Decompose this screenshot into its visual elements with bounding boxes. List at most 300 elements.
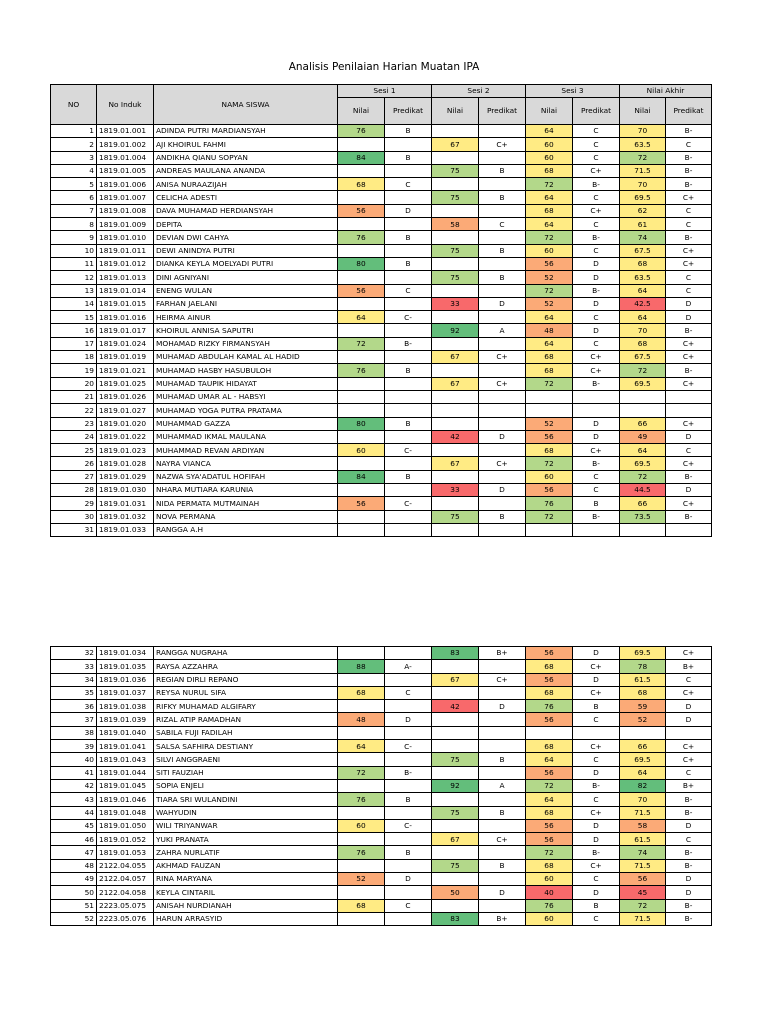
row-no-cell: 4: [51, 164, 97, 177]
sub-header-predikat: Predikat: [385, 98, 432, 125]
student-id-cell: 1819.01.025: [97, 377, 154, 390]
sesi2-predikat-cell: D: [479, 430, 526, 443]
table-row: [51, 753, 712, 766]
sesi3-predikat-cell: C+: [573, 204, 620, 217]
sesi3-predikat-cell: B: [573, 700, 620, 713]
student-id-cell: 1819.01.004: [97, 151, 154, 164]
sesi2-nilai-cell: [432, 364, 479, 377]
student-name-cell: CELICHA ADESTI: [154, 191, 338, 204]
student-name-cell: REGIAN DIRLI REPANO: [154, 673, 338, 686]
sesi2-nilai-cell: [432, 337, 479, 350]
sesi3-predikat-cell: B-: [573, 457, 620, 470]
col-header-nilai-akhir: Nilai Akhir: [620, 85, 712, 98]
student-name-cell: NAZWA SYA'ADATUL HOFIFAH: [154, 470, 338, 483]
row-no-cell: 27: [51, 470, 97, 483]
sesi2-nilai-cell: 50: [432, 886, 479, 899]
akhir-nilai-cell: 44.5: [620, 484, 666, 497]
student-id-cell: 1819.01.036: [97, 673, 154, 686]
akhir-predikat-cell: B-: [666, 125, 712, 138]
akhir-nilai-cell: 72: [620, 899, 666, 912]
akhir-predikat-cell: B+: [666, 779, 712, 792]
akhir-predikat-cell: C: [666, 204, 712, 217]
sesi2-nilai-cell: [432, 257, 479, 270]
student-id-cell: 1819.01.009: [97, 218, 154, 231]
akhir-predikat-cell: C+: [666, 686, 712, 699]
sesi1-predikat-cell: [385, 673, 432, 686]
sesi2-predikat-cell: D: [479, 886, 526, 899]
student-id-cell: 1819.01.015: [97, 297, 154, 310]
student-id-cell: 1819.01.006: [97, 178, 154, 191]
student-name-cell: NAYRA VIANCA: [154, 457, 338, 470]
sesi1-nilai-cell: [338, 377, 385, 390]
sesi3-predikat-cell: C+: [573, 686, 620, 699]
sesi3-nilai-cell: 68: [526, 351, 573, 364]
akhir-nilai-cell: 78: [620, 660, 666, 673]
sesi1-nilai-cell: 76: [338, 125, 385, 138]
sesi2-nilai-cell: 67: [432, 673, 479, 686]
sesi3-nilai-cell: 72: [526, 284, 573, 297]
student-name-cell: SILVI ANGGRAENI: [154, 753, 338, 766]
akhir-predikat-cell: C+: [666, 753, 712, 766]
sesi2-nilai-cell: [432, 231, 479, 244]
sesi1-predikat-cell: D: [385, 873, 432, 886]
akhir-nilai-cell: 70: [620, 793, 666, 806]
sesi3-nilai-cell: 64: [526, 125, 573, 138]
table-row: [51, 833, 712, 846]
sesi2-nilai-cell: 33: [432, 484, 479, 497]
sesi2-predikat-cell: D: [479, 484, 526, 497]
student-id-cell: 1819.01.027: [97, 404, 154, 417]
table-row: [51, 138, 712, 151]
sesi3-nilai-cell: 56: [526, 713, 573, 726]
sesi1-nilai-cell: 64: [338, 740, 385, 753]
akhir-nilai-cell: 66: [620, 417, 666, 430]
sesi3-predikat-cell: D: [573, 833, 620, 846]
student-name-cell: HEIRMA AINUR: [154, 311, 338, 324]
col-header-no-induk: No Induk: [97, 85, 154, 125]
row-no-cell: 37: [51, 713, 97, 726]
akhir-predikat-cell: D: [666, 700, 712, 713]
sesi1-predikat-cell: [385, 886, 432, 899]
sesi1-predikat-cell: [385, 833, 432, 846]
student-id-cell: 1819.01.041: [97, 740, 154, 753]
sesi1-nilai-cell: 68: [338, 178, 385, 191]
table-row: [51, 351, 712, 364]
akhir-predikat-cell: D: [666, 886, 712, 899]
sesi3-nilai-cell: 52: [526, 297, 573, 310]
akhir-predikat-cell: C: [666, 271, 712, 284]
sesi3-nilai-cell: 60: [526, 912, 573, 925]
sub-header-nilai: Nilai: [432, 98, 479, 125]
sesi1-nilai-cell: 80: [338, 417, 385, 430]
sesi3-predikat-cell: B-: [573, 377, 620, 390]
row-no-cell: 1: [51, 125, 97, 138]
sesi2-nilai-cell: 58: [432, 218, 479, 231]
akhir-nilai-cell: 66: [620, 497, 666, 510]
sub-header-nilai: Nilai: [620, 98, 666, 125]
sesi3-predikat-cell: B-: [573, 779, 620, 792]
akhir-nilai-cell: 45: [620, 886, 666, 899]
sesi2-predikat-cell: B+: [479, 647, 526, 660]
sesi1-nilai-cell: [338, 673, 385, 686]
sesi2-nilai-cell: 67: [432, 457, 479, 470]
student-name-cell: RIFKY MUHAMAD ALGIFARY: [154, 700, 338, 713]
akhir-nilai-cell: 70: [620, 125, 666, 138]
sesi2-nilai-cell: 75: [432, 244, 479, 257]
sesi2-nilai-cell: [432, 660, 479, 673]
akhir-nilai-cell: 68: [620, 257, 666, 270]
akhir-nilai-cell: 72: [620, 470, 666, 483]
sesi2-nilai-cell: [432, 819, 479, 832]
student-id-cell: 1819.01.037: [97, 686, 154, 699]
row-no-cell: 49: [51, 873, 97, 886]
student-name-cell: NOVA PERMANA: [154, 510, 338, 523]
sesi1-predikat-cell: [385, 164, 432, 177]
akhir-nilai-cell: 42.5: [620, 297, 666, 310]
student-name-cell: RANGGA NUGRAHA: [154, 647, 338, 660]
sesi3-predikat-cell: C+: [573, 364, 620, 377]
student-name-cell: WAHYUDIN: [154, 806, 338, 819]
sesi2-nilai-cell: [432, 873, 479, 886]
student-name-cell: ZAHRA NURLATIF: [154, 846, 338, 859]
sesi2-predikat-cell: B: [479, 510, 526, 523]
sesi3-nilai-cell: 60: [526, 138, 573, 151]
akhir-predikat-cell: C+: [666, 457, 712, 470]
row-no-cell: 21: [51, 390, 97, 403]
student-name-cell: MUHAMAD ABDULAH KAMAL AL HADID: [154, 351, 338, 364]
sesi3-predikat-cell: C+: [573, 444, 620, 457]
akhir-predikat-cell: D: [666, 713, 712, 726]
sesi2-predikat-cell: A: [479, 779, 526, 792]
sesi1-predikat-cell: B: [385, 231, 432, 244]
sesi1-nilai-cell: 76: [338, 364, 385, 377]
student-name-cell: MUHAMMAD REVAN ARDIYAN: [154, 444, 338, 457]
table-row: [51, 404, 712, 417]
sesi3-predikat-cell: D: [573, 886, 620, 899]
student-name-cell: MUHAMMAD GAZZA: [154, 417, 338, 430]
row-no-cell: 16: [51, 324, 97, 337]
sesi2-nilai-cell: 83: [432, 912, 479, 925]
student-name-cell: ANDIKHA QIANU SOPYAN: [154, 151, 338, 164]
akhir-nilai-cell: 56: [620, 873, 666, 886]
sesi2-nilai-cell: 75: [432, 164, 479, 177]
sesi3-nilai-cell: 68: [526, 204, 573, 217]
akhir-nilai-cell: 68: [620, 686, 666, 699]
akhir-nilai-cell: [620, 726, 666, 739]
sesi1-nilai-cell: [338, 484, 385, 497]
student-id-cell: 1819.01.034: [97, 647, 154, 660]
page-title: Analisis Penilaian Harian Muatan IPA: [288, 61, 480, 73]
sesi1-nilai-cell: 88: [338, 660, 385, 673]
sesi1-predikat-cell: C-: [385, 740, 432, 753]
student-id-cell: 2122.04.057: [97, 873, 154, 886]
akhir-nilai-cell: 69.5: [620, 191, 666, 204]
sesi3-predikat-cell: B-: [573, 846, 620, 859]
sesi1-predikat-cell: [385, 779, 432, 792]
table-row: [51, 417, 712, 430]
akhir-predikat-cell: B-: [666, 178, 712, 191]
student-name-cell: ENENG WULAN: [154, 284, 338, 297]
row-no-cell: 48: [51, 859, 97, 872]
student-id-cell: 1819.01.030: [97, 484, 154, 497]
row-no-cell: 40: [51, 753, 97, 766]
sesi1-nilai-cell: [338, 647, 385, 660]
student-name-cell: RINA MARYANA: [154, 873, 338, 886]
table-row: [51, 470, 712, 483]
sesi2-predikat-cell: B: [479, 244, 526, 257]
akhir-predikat-cell: B-: [666, 164, 712, 177]
row-no-cell: 29: [51, 497, 97, 510]
sesi2-predikat-cell: [479, 257, 526, 270]
sesi3-nilai-cell: 56: [526, 484, 573, 497]
sesi2-nilai-cell: 75: [432, 271, 479, 284]
sesi3-predikat-cell: [573, 390, 620, 403]
akhir-predikat-cell: [666, 404, 712, 417]
sesi1-nilai-cell: [338, 324, 385, 337]
sesi2-nilai-cell: [432, 740, 479, 753]
table-row: [51, 899, 712, 912]
student-name-cell: DEWI ANINDYA PUTRI: [154, 244, 338, 257]
sesi1-predikat-cell: B: [385, 257, 432, 270]
table-row: [51, 686, 712, 699]
student-id-cell: 1819.01.014: [97, 284, 154, 297]
sesi2-nilai-cell: [432, 404, 479, 417]
sesi2-nilai-cell: [432, 793, 479, 806]
sesi3-predikat-cell: B-: [573, 178, 620, 191]
sesi3-predikat-cell: C: [573, 244, 620, 257]
sesi3-predikat-cell: D: [573, 430, 620, 443]
sesi1-nilai-cell: 72: [338, 337, 385, 350]
student-id-cell: 1819.01.007: [97, 191, 154, 204]
akhir-predikat-cell: B-: [666, 231, 712, 244]
sesi1-predikat-cell: [385, 324, 432, 337]
sesi1-nilai-cell: 60: [338, 819, 385, 832]
sesi3-nilai-cell: 68: [526, 660, 573, 673]
student-id-cell: 1819.01.039: [97, 713, 154, 726]
sesi1-predikat-cell: [385, 806, 432, 819]
sesi2-predikat-cell: [479, 523, 526, 536]
sesi3-predikat-cell: B-: [573, 510, 620, 523]
student-name-cell: RIZAL ATIP RAMADHAN: [154, 713, 338, 726]
student-name-cell: HARUN ARRASYID: [154, 912, 338, 925]
table-row: [51, 311, 712, 324]
row-no-cell: 26: [51, 457, 97, 470]
sesi1-nilai-cell: [338, 351, 385, 364]
row-no-cell: 30: [51, 510, 97, 523]
akhir-predikat-cell: C+: [666, 377, 712, 390]
student-name-cell: ADINDA PUTRI MARDIANSYAH: [154, 125, 338, 138]
sesi3-predikat-cell: D: [573, 819, 620, 832]
sesi3-nilai-cell: 64: [526, 191, 573, 204]
student-name-cell: MUHAMAD TAUPIK HIDAYAT: [154, 377, 338, 390]
student-id-cell: 1819.01.026: [97, 390, 154, 403]
table-row: [51, 700, 712, 713]
sesi3-predikat-cell: B: [573, 497, 620, 510]
student-id-cell: 1819.01.053: [97, 846, 154, 859]
sesi2-nilai-cell: [432, 390, 479, 403]
sesi1-predikat-cell: [385, 244, 432, 257]
student-id-cell: 2122.04.055: [97, 859, 154, 872]
row-no-cell: 28: [51, 484, 97, 497]
sesi1-predikat-cell: [385, 859, 432, 872]
sesi2-predikat-cell: B: [479, 859, 526, 872]
sesi2-nilai-cell: [432, 470, 479, 483]
sesi1-predikat-cell: C: [385, 178, 432, 191]
sesi1-nilai-cell: [338, 726, 385, 739]
sesi1-nilai-cell: [338, 886, 385, 899]
akhir-nilai-cell: 64: [620, 311, 666, 324]
akhir-predikat-cell: B-: [666, 510, 712, 523]
sesi1-nilai-cell: [338, 430, 385, 443]
row-no-cell: 15: [51, 311, 97, 324]
akhir-predikat-cell: C: [666, 673, 712, 686]
sesi1-nilai-cell: [338, 779, 385, 792]
sesi1-predikat-cell: [385, 390, 432, 403]
sesi3-nilai-cell: 60: [526, 151, 573, 164]
sesi1-predikat-cell: D: [385, 204, 432, 217]
sesi1-predikat-cell: C-: [385, 819, 432, 832]
sesi1-predikat-cell: C: [385, 284, 432, 297]
akhir-predikat-cell: C+: [666, 351, 712, 364]
akhir-nilai-cell: 63.5: [620, 138, 666, 151]
sesi1-predikat-cell: [385, 726, 432, 739]
table-row: [51, 218, 712, 231]
student-name-cell: FARHAN JAELANI: [154, 297, 338, 310]
student-id-cell: 1819.01.032: [97, 510, 154, 523]
akhir-nilai-cell: 71.5: [620, 859, 666, 872]
student-name-cell: RAYSA AZZAHRA: [154, 660, 338, 673]
score-table-1: [50, 84, 712, 537]
student-id-cell: 2223.05.076: [97, 912, 154, 925]
akhir-predikat-cell: B-: [666, 151, 712, 164]
student-name-cell: AJI KHOIRUL FAHMI: [154, 138, 338, 151]
sesi2-predikat-cell: C+: [479, 833, 526, 846]
sesi3-nilai-cell: 60: [526, 873, 573, 886]
student-name-cell: NIDA PERMATA MUTMAINAH: [154, 497, 338, 510]
sesi3-nilai-cell: [526, 404, 573, 417]
sesi3-predikat-cell: D: [573, 417, 620, 430]
table-row: [51, 912, 712, 925]
table-row: [51, 457, 712, 470]
sesi3-predikat-cell: C+: [573, 660, 620, 673]
sesi2-predikat-cell: [479, 497, 526, 510]
sesi2-predikat-cell: D: [479, 700, 526, 713]
akhir-predikat-cell: C+: [666, 647, 712, 660]
sesi3-nilai-cell: 56: [526, 647, 573, 660]
akhir-predikat-cell: [666, 726, 712, 739]
table-row: [51, 660, 712, 673]
student-name-cell: KEYLA CINTARIL: [154, 886, 338, 899]
row-no-cell: 39: [51, 740, 97, 753]
sesi3-nilai-cell: 56: [526, 819, 573, 832]
sesi2-nilai-cell: [432, 846, 479, 859]
student-name-cell: NHARA MUTIARA KARUNIA: [154, 484, 338, 497]
sesi1-nilai-cell: 68: [338, 686, 385, 699]
sesi3-nilai-cell: [526, 390, 573, 403]
sesi3-nilai-cell: 56: [526, 766, 573, 779]
student-id-cell: 1819.01.019: [97, 351, 154, 364]
student-id-cell: 1819.01.044: [97, 766, 154, 779]
sesi2-predikat-cell: C: [479, 218, 526, 231]
row-no-cell: 7: [51, 204, 97, 217]
sesi2-predikat-cell: [479, 125, 526, 138]
sesi3-predikat-cell: B: [573, 899, 620, 912]
table-row: [51, 740, 712, 753]
sesi2-predikat-cell: [479, 311, 526, 324]
sesi2-predikat-cell: D: [479, 297, 526, 310]
sesi3-predikat-cell: C+: [573, 164, 620, 177]
score-table-2: [50, 646, 712, 926]
student-id-cell: 1819.01.022: [97, 430, 154, 443]
sesi3-nilai-cell: 64: [526, 311, 573, 324]
akhir-predikat-cell: D: [666, 484, 712, 497]
sesi3-nilai-cell: 68: [526, 444, 573, 457]
sesi1-predikat-cell: B: [385, 151, 432, 164]
akhir-nilai-cell: 62: [620, 204, 666, 217]
sesi1-nilai-cell: [338, 859, 385, 872]
sesi2-nilai-cell: 33: [432, 297, 479, 310]
akhir-nilai-cell: 72: [620, 151, 666, 164]
sesi2-predikat-cell: C+: [479, 377, 526, 390]
akhir-nilai-cell: 74: [620, 231, 666, 244]
sesi3-predikat-cell: C: [573, 311, 620, 324]
sesi3-nilai-cell: 64: [526, 793, 573, 806]
sesi2-predikat-cell: B: [479, 164, 526, 177]
sesi3-predikat-cell: C: [573, 753, 620, 766]
akhir-predikat-cell: B-: [666, 470, 712, 483]
sesi2-nilai-cell: [432, 766, 479, 779]
row-no-cell: 50: [51, 886, 97, 899]
sesi1-nilai-cell: 84: [338, 151, 385, 164]
sesi1-nilai-cell: [338, 244, 385, 257]
sub-header-nilai: Nilai: [526, 98, 573, 125]
table-row: [51, 297, 712, 310]
student-name-cell: YUKI PRANATA: [154, 833, 338, 846]
sesi1-predikat-cell: [385, 351, 432, 364]
row-no-cell: 44: [51, 806, 97, 819]
row-no-cell: 13: [51, 284, 97, 297]
akhir-nilai-cell: 67.5: [620, 351, 666, 364]
col-header-sesi-3: Sesi 3: [526, 85, 620, 98]
sesi3-nilai-cell: 76: [526, 497, 573, 510]
akhir-nilai-cell: 69.5: [620, 647, 666, 660]
sesi3-nilai-cell: [526, 726, 573, 739]
table-row: [51, 191, 712, 204]
student-name-cell: SITI FAUZIAH: [154, 766, 338, 779]
akhir-nilai-cell: 64: [620, 766, 666, 779]
sesi3-predikat-cell: C+: [573, 351, 620, 364]
akhir-nilai-cell: 71.5: [620, 164, 666, 177]
col-header-sesi-1: Sesi 1: [338, 85, 432, 98]
row-no-cell: 46: [51, 833, 97, 846]
table-row: [51, 497, 712, 510]
student-id-cell: 2223.05.075: [97, 899, 154, 912]
sesi1-nilai-cell: [338, 164, 385, 177]
sesi3-nilai-cell: 72: [526, 457, 573, 470]
akhir-nilai-cell: 52: [620, 713, 666, 726]
sesi1-nilai-cell: 84: [338, 470, 385, 483]
sesi1-predikat-cell: B: [385, 417, 432, 430]
student-id-cell: 1819.01.038: [97, 700, 154, 713]
sesi1-predikat-cell: [385, 523, 432, 536]
student-id-cell: 1819.01.010: [97, 231, 154, 244]
sesi2-nilai-cell: 83: [432, 647, 479, 660]
sesi3-nilai-cell: 52: [526, 271, 573, 284]
sesi3-predikat-cell: C: [573, 191, 620, 204]
row-no-cell: 8: [51, 218, 97, 231]
row-no-cell: 17: [51, 337, 97, 350]
row-no-cell: 19: [51, 364, 97, 377]
